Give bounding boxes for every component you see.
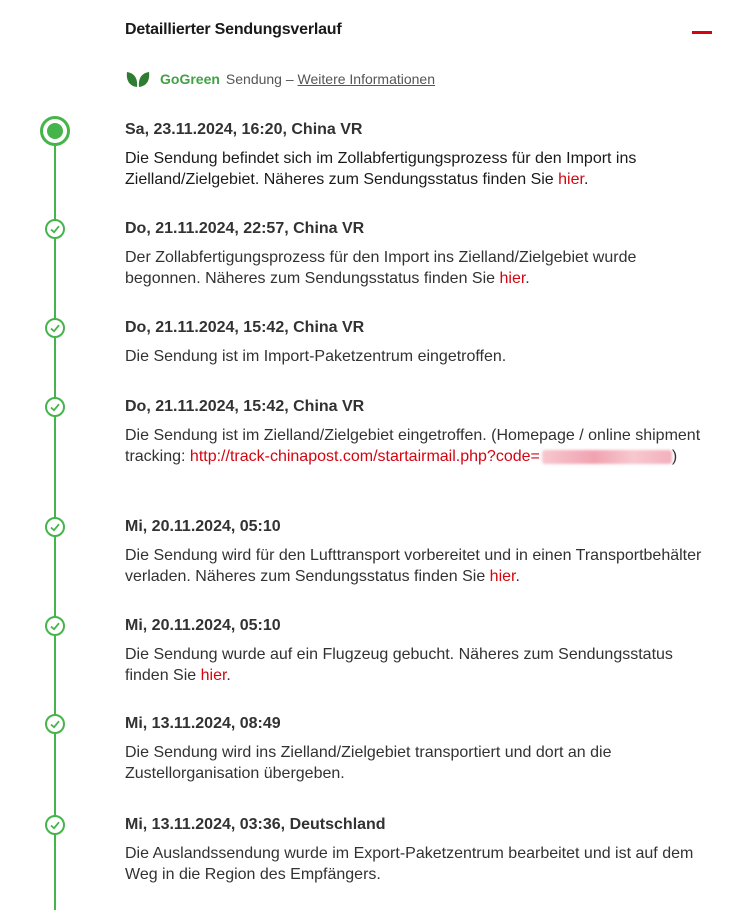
gogreen-text: Sendung – (225, 71, 294, 87)
timeline-event (125, 219, 715, 289)
event-description: Die Sendung wird ins Zielland/Zielgebiet transportiert und dort an die Zustellorganisation übergeben. (125, 744, 612, 782)
more-info-link[interactable]: Weitere Informationen (297, 71, 436, 87)
check-icon (45, 815, 65, 835)
event-date: Mi, 13.11.2024, 08:49 (125, 715, 281, 732)
minus-icon (692, 31, 712, 34)
event-description: Die Sendung befindet sich im Zollabfertigungsprozess für den Import ins Zielland/Zielgebiet. Näheres zum Sendungsstatus finden Sie hier. (125, 150, 637, 188)
timeline-event (125, 120, 715, 190)
timeline-event (125, 318, 715, 367)
gogreen-brand: GoGreen (160, 71, 220, 87)
tracking-url-link[interactable]: http://track-chinapost.com/startairmail.php?code= (189, 448, 540, 465)
event-date: Mi, 20.11.2024, 05:10 (125, 617, 281, 634)
section-title: Detaillierter Sendungsverlauf (125, 21, 342, 38)
event-date: Mi, 13.11.2024, 03:36, Deutschland (125, 816, 386, 833)
details-link[interactable]: hier (200, 667, 227, 684)
details-link[interactable]: hier (489, 568, 516, 585)
leaf-icon (125, 70, 151, 88)
event-date: Sa, 23.11.2024, 16:20, China VR (125, 121, 363, 138)
event-date: Mi, 20.11.2024, 05:10 (125, 518, 281, 535)
redacted-code (542, 450, 672, 464)
event-description: Die Sendung wurde auf ein Flugzeug gebucht. Näheres zum Sendungsstatus finden Sie hier. (125, 646, 673, 684)
timeline-event (125, 815, 715, 885)
details-link[interactable]: hier (558, 171, 584, 188)
event-description: Die Sendung ist im Zielland/Zielgebiet eingetroffen. (Homepage / online shipment tracking: http://track-chinapost.com/startairmail.php?code= ) (125, 427, 701, 465)
timeline-event (125, 517, 715, 587)
timeline-event (125, 616, 715, 686)
event-date: Do, 21.11.2024, 22:57, China VR (125, 220, 365, 237)
check-icon (45, 318, 65, 338)
gogreen-info (125, 70, 435, 88)
timeline-event (125, 714, 715, 784)
event-description: Der Zollabfertigungsprozess für den Import ins Zielland/Zielgebiet wurde begonnen. Näheres zum Sendungsstatus finden Sie hier. (125, 249, 637, 287)
check-icon (45, 219, 65, 239)
event-description: Die Sendung wird für den Lufttransport vorbereitet und in einen Transportbehälter verladen. Näheres zum Sendungsstatus finden Sie hier. (125, 547, 702, 585)
event-date: Do, 21.11.2024, 15:42, China VR (125, 319, 365, 336)
timeline-event (125, 397, 715, 467)
current-status-icon (40, 116, 70, 146)
check-icon (45, 616, 65, 636)
collapse-button[interactable] (690, 25, 714, 39)
check-icon (45, 517, 65, 537)
event-date: Do, 21.11.2024, 15:42, China VR (125, 398, 365, 415)
event-description: Die Auslandssendung wurde im Export-Paketzentrum bearbeitet und ist auf dem Weg in die Region des Empfängers. (125, 845, 694, 883)
check-icon (45, 714, 65, 734)
check-icon (45, 397, 65, 417)
details-link[interactable]: hier (499, 270, 526, 287)
event-description: Die Sendung ist im Import-Paketzentrum eingetroffen. (125, 348, 507, 365)
